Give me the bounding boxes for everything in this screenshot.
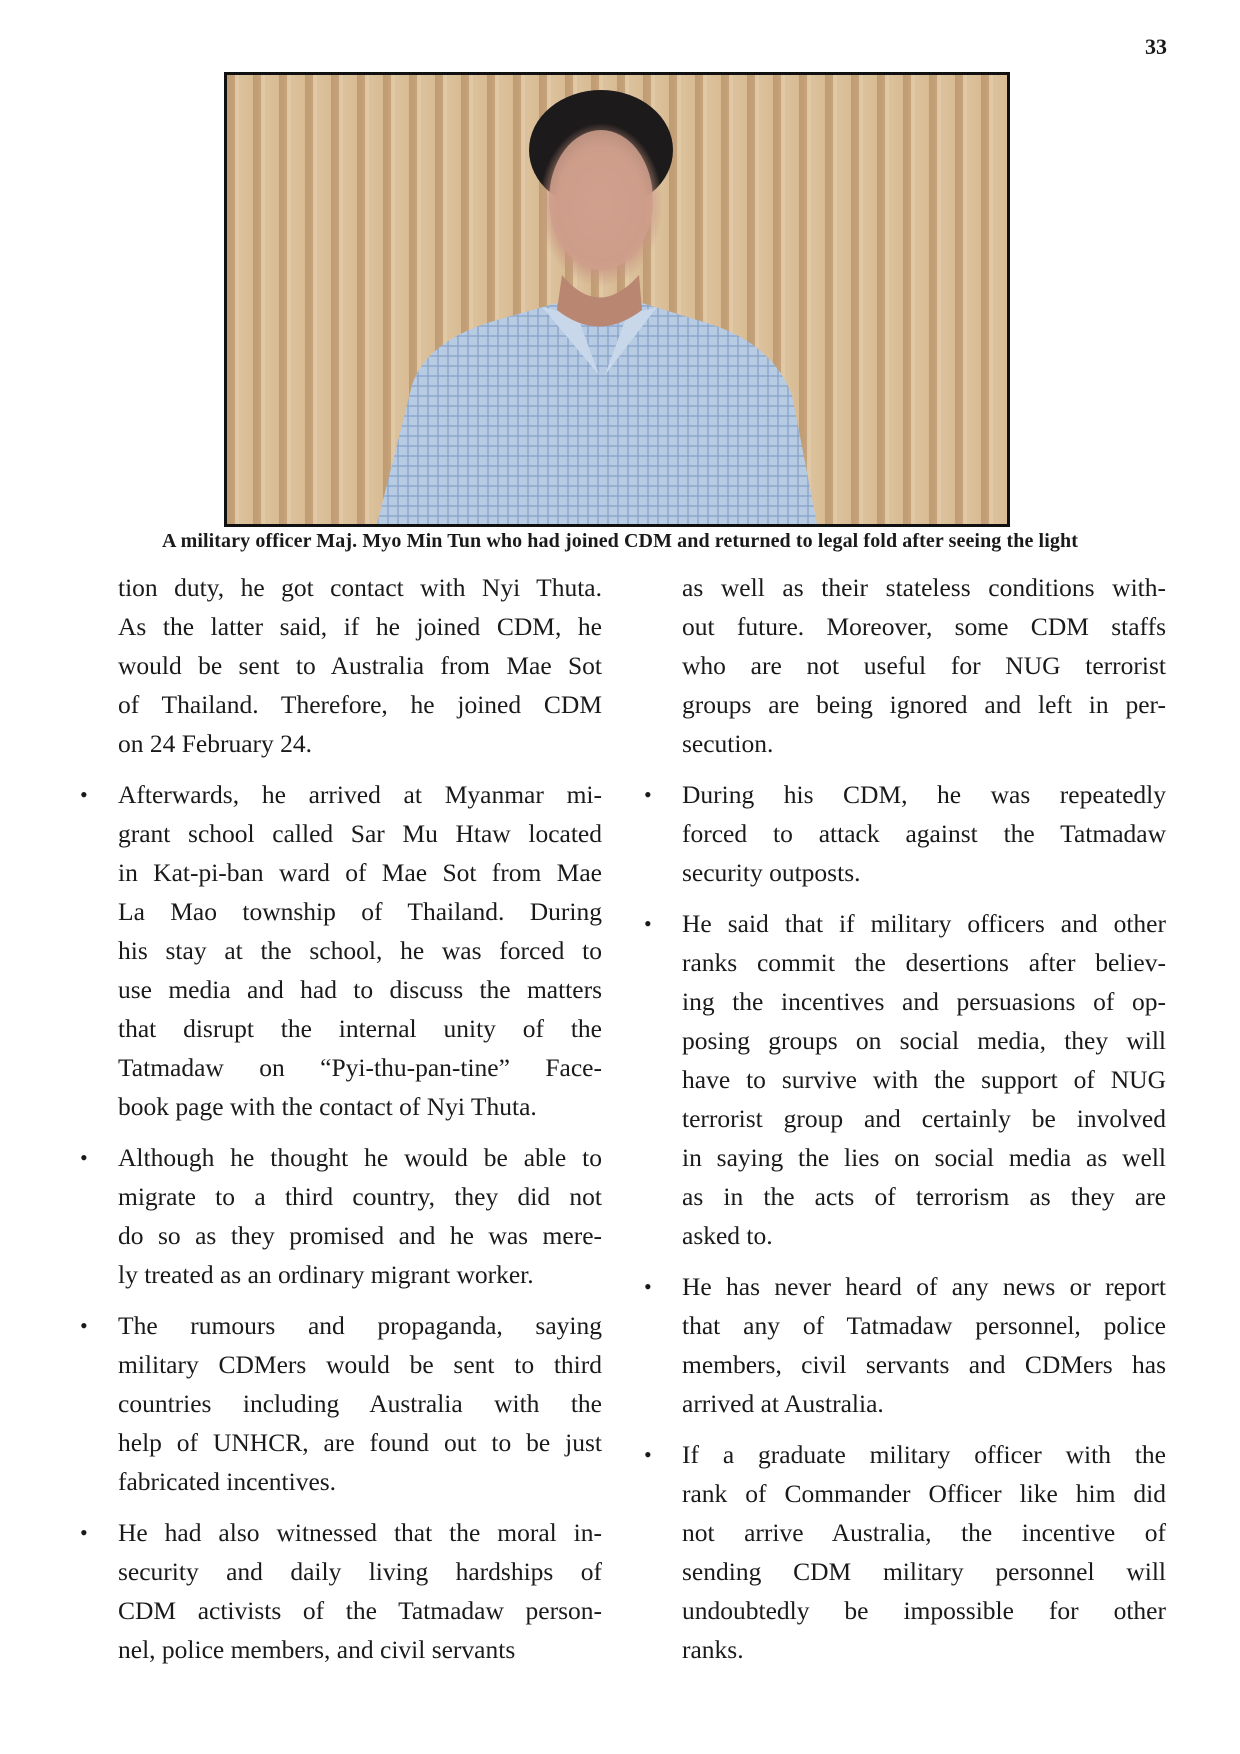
page-number: 33: [1145, 34, 1167, 59]
text-line: asked to.: [682, 1221, 773, 1250]
bullet-paragraph: [682, 1435, 1166, 1669]
text-line: rank of Commander Officer like him did: [682, 1479, 1166, 1508]
portrait-photo: [224, 72, 1010, 527]
bullet-paragraph: [118, 775, 602, 1126]
text-line: security and daily living hardships of: [118, 1557, 602, 1586]
text-line: • If a graduate military officer with the: [682, 1440, 1166, 1469]
paragraph: [682, 568, 1166, 763]
text-line: • The rumours and propaganda, saying: [118, 1311, 602, 1340]
text-line: would be sent to Australia from Mae Sot: [118, 651, 602, 680]
text-line: CDM activists of the Tatmadaw person-: [118, 1596, 602, 1625]
text-line: tion duty, he got contact with Nyi Thuta.: [118, 573, 602, 602]
text-line: members, civil servants and CDMers has: [682, 1350, 1166, 1379]
text-line: ing the incentives and persuasions of op-: [682, 987, 1166, 1016]
text-line: that disrupt the internal unity of the: [118, 1014, 602, 1043]
paragraph: [118, 568, 602, 763]
text-line: who are not useful for NUG terrorist: [682, 651, 1166, 680]
text-line: book page with the contact of Nyi Thuta.: [118, 1092, 537, 1121]
text-line: not arrive Australia, the incentive of: [682, 1518, 1166, 1547]
text-line: ranks commit the desertions after believ-: [682, 948, 1166, 977]
text-line: • He had also witnessed that the moral in-: [118, 1518, 602, 1547]
photo-caption: A military officer Maj. Myo Min Tun who had joined CDM and returned to legal fold after seeing the light: [162, 530, 1078, 552]
text-line: military CDMers would be sent to third: [118, 1350, 602, 1379]
text-line: Tatmadaw on “Pyi-thu-pan-tine” Face-: [118, 1053, 602, 1082]
right-text-column: [682, 568, 1166, 1681]
text-line: out future. Moreover, some CDM staffs: [682, 612, 1166, 641]
text-line: in Kat-pi-ban ward of Mae Sot from Mae: [118, 858, 602, 887]
text-line: grant school called Sar Mu Htaw located: [118, 819, 602, 848]
text-line: • He said that if military officers and other: [682, 909, 1166, 938]
text-line: as well as their stateless conditions with-: [682, 573, 1166, 602]
text-line: • Although he thought he would be able to: [118, 1143, 602, 1172]
text-line: secution.: [682, 729, 774, 758]
text-line: sending CDM military personnel will: [682, 1557, 1166, 1586]
left-text-column: [118, 568, 602, 1681]
text-line: use media and had to discuss the matters: [118, 975, 602, 1004]
bullet-paragraph: [682, 904, 1166, 1255]
bullet-paragraph: [118, 1306, 602, 1501]
text-line: migrate to a third country, they did not: [118, 1182, 602, 1211]
text-line: nel, police members, and civil servants: [118, 1635, 516, 1664]
text-line: his stay at the school, he was forced to: [118, 936, 602, 965]
text-line: fabricated incentives.: [118, 1467, 337, 1496]
bullet-paragraph: [118, 1513, 602, 1669]
text-line: security outposts.: [682, 858, 861, 887]
text-line: on 24 February 24.: [118, 729, 313, 758]
text-line: • During his CDM, he was repeatedly: [682, 780, 1166, 809]
text-line: as in the acts of terrorism as they are: [682, 1182, 1166, 1211]
bullet-paragraph: [118, 1138, 602, 1294]
text-line: do so as they promised and he was mere-: [118, 1221, 602, 1250]
bullet-paragraph: [682, 1267, 1166, 1423]
text-line: groups are being ignored and left in per-: [682, 690, 1166, 719]
text-line: have to survive with the support of NUG: [682, 1065, 1166, 1094]
text-line: posing groups on social media, they will: [682, 1026, 1166, 1055]
text-line: • Afterwards, he arrived at Myanmar mi-: [118, 780, 602, 809]
text-line: ranks.: [682, 1635, 744, 1664]
text-line: ly treated as an ordinary migrant worker.: [118, 1260, 534, 1289]
portrait-photo-illustration: [227, 75, 1007, 524]
bullet-paragraph: [682, 775, 1166, 892]
text-line: arrived at Australia.: [682, 1389, 884, 1418]
text-line: forced to attack against the Tatmadaw: [682, 819, 1166, 848]
text-line: • He has never heard of any news or report: [682, 1272, 1166, 1301]
text-line: undoubtedly be impossible for other: [682, 1596, 1166, 1625]
text-line: terrorist group and certainly be involved: [682, 1104, 1166, 1133]
text-line: that any of Tatmadaw personnel, police: [682, 1311, 1166, 1340]
text-line: As the latter said, if he joined CDM, he: [118, 612, 602, 641]
text-line: La Mao township of Thailand. During: [118, 897, 602, 926]
text-line: of Thailand. Therefore, he joined CDM: [118, 690, 602, 719]
text-line: countries including Australia with the: [118, 1389, 602, 1418]
text-line: help of UNHCR, are found out to be just: [118, 1428, 602, 1457]
text-line: in saying the lies on social media as well: [682, 1143, 1166, 1172]
